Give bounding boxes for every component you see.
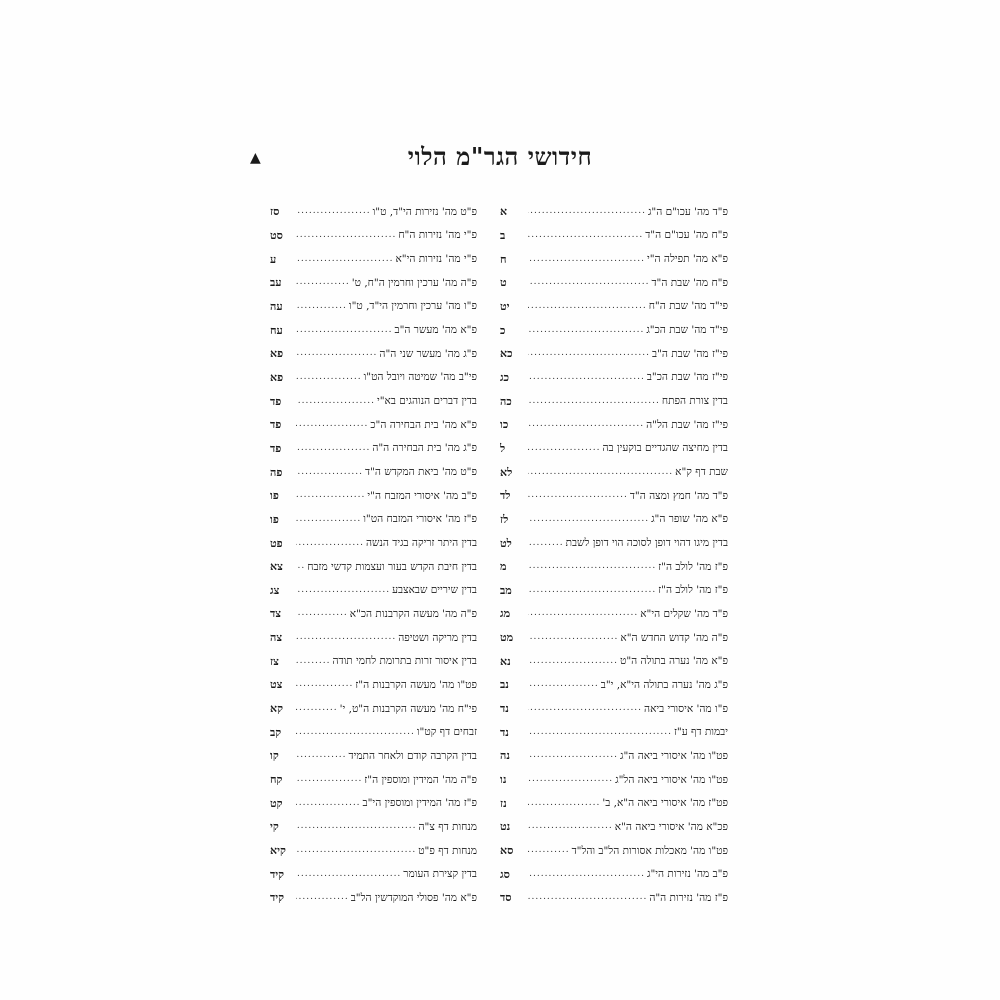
toc-entry [270, 318, 477, 342]
toc-entry-label: בדין היתר זריקה בגיד הנשה [366, 537, 477, 550]
dot-leader [296, 728, 415, 737]
toc-entry [500, 200, 728, 224]
toc-entry-page-number: קיד [270, 867, 285, 881]
toc-entry-label: פ"א מה' נערה בתולה ה"ט [620, 655, 728, 668]
toc-entry-label: בדין מחיצה שהגדיים בוקעין בה [602, 442, 728, 455]
toc-entry-label: פי"ב מה' שמיטה ויובל הט"ו [363, 371, 477, 384]
toc-entry-page-number: לא [500, 465, 513, 479]
toc-entry-label: פ"ג מה' מעשר שני ה"ה [379, 347, 477, 360]
toc-entry-page-number: עב [270, 276, 282, 290]
toc-entry-page-number: מג [500, 607, 511, 621]
toc-entry-page-number: פה [270, 465, 283, 479]
toc-entry-label: פ"ז מה' נזירות ה"ה [649, 891, 728, 904]
toc-entry-label: פט"ז מה' איסורי ביאה ה"א, ב' [602, 797, 728, 810]
toc-entry-label: פי"ד מה' שבת הכ"ג [646, 324, 728, 337]
toc-entry [270, 366, 477, 390]
dot-leader [296, 302, 347, 311]
dot-leader [528, 373, 645, 382]
toc-entry-label: מנחות דף פ"ט [418, 844, 477, 857]
toc-entry-page-number: ט [500, 276, 507, 290]
toc-entry-page-number: קב [270, 725, 282, 739]
dot-leader [296, 893, 349, 902]
toc-entry-label: בדין שיריים שבאצבע [392, 584, 477, 597]
toc-entry-page-number: סד [500, 891, 512, 905]
toc-entry-page-number: ח [500, 252, 507, 266]
toc-entry-label: שבת דף ק"א [675, 466, 728, 479]
dot-leader [296, 562, 305, 571]
dot-leader [528, 207, 646, 216]
toc-entry [500, 697, 728, 721]
toc-entry-page-number: צד [270, 607, 282, 621]
toc-entry-page-number: נד [500, 702, 509, 716]
toc-entry-label: בדין דברים הנוהגים בא"י [376, 395, 477, 408]
dot-leader [528, 846, 570, 855]
toc-entry-page-number: מט [500, 631, 514, 645]
dot-leader [296, 539, 364, 548]
toc-entry-page-number: סט [270, 228, 283, 242]
toc-entry-label: זבחים דף קט"ו [416, 726, 477, 739]
toc-entry-label: פט"ו מה' מאכלות אסורות הל"ב והל"ד [571, 844, 728, 857]
toc-entry [500, 366, 728, 390]
toc-entry [500, 791, 728, 815]
toc-entry-label: פ"א מה' פסולי המוקדשין הל"ב [350, 891, 477, 904]
toc-entry-page-number: קא [270, 702, 283, 716]
toc-entry-label: פ"ו מה' איסורי ביאה [644, 702, 728, 715]
toc-entry-page-number: כה [500, 394, 512, 408]
dot-leader [528, 255, 645, 264]
toc-entry-page-number: פו [270, 489, 279, 503]
toc-entry-page-number: פו [270, 512, 279, 526]
dot-leader [296, 586, 390, 595]
toc-entry-page-number: א [500, 205, 508, 219]
dot-leader [296, 680, 353, 689]
dot-leader [296, 822, 417, 831]
toc-entry-label: בדין מריקה ושטיפה [398, 631, 477, 644]
toc-entry-label: פ"ג מה' נערה בתולה הי"א, י"ב [600, 678, 728, 691]
dot-leader [296, 799, 361, 808]
toc-entry [500, 342, 728, 366]
toc-entry-page-number: פד [270, 394, 282, 408]
toc-entry-label: בדין איסור זרות בתרומת לחמי תודה [332, 655, 477, 668]
dot-leader [528, 751, 618, 760]
toc-entry [500, 247, 728, 271]
toc-entry [500, 579, 728, 603]
toc-entry-page-number: פד [270, 441, 282, 455]
toc-entry-label: פי"ז מה' שבת הל"ה [646, 418, 728, 431]
toc-entry [270, 744, 477, 768]
toc-entry-label: פ"ז מה' איסורי המזבח הט"ו [363, 513, 477, 526]
toc-entry-label: פי"ז מה' שבת ה"ב [651, 347, 728, 360]
toc-entry [500, 531, 728, 555]
dot-leader [528, 468, 673, 477]
toc-entry [500, 815, 728, 839]
toc-entry-page-number: לז [500, 512, 509, 526]
dot-leader [528, 870, 645, 879]
toc-entry-label: פט"ו מה' מעשה הקרבנות ה"ז [355, 678, 477, 691]
dot-leader [528, 893, 647, 902]
toc-entry-page-number: נז [500, 796, 507, 810]
dot-leader [296, 420, 368, 429]
dot-leader [528, 633, 618, 642]
toc-entry [500, 626, 728, 650]
toc-entry-label: פ"ג מה' בית הבחירה ה"ה [372, 442, 477, 455]
dot-leader [528, 822, 613, 831]
dot-leader [528, 775, 613, 784]
toc-entry [500, 413, 728, 437]
dot-leader [528, 326, 644, 335]
toc-entry-page-number: ל [500, 441, 506, 455]
toc-entry-page-number: סא [500, 844, 514, 858]
page-title: חידושי הגר"מ הלוי [407, 142, 593, 171]
toc-entry [270, 839, 477, 863]
dot-leader [296, 231, 396, 240]
toc-entry-page-number: ע [270, 252, 277, 266]
toc-entry-label: פ"ז מה' לולב ה"ז [658, 584, 728, 597]
toc-entry-page-number: מ [500, 560, 507, 574]
toc-entry [270, 720, 477, 744]
dot-leader [296, 633, 396, 642]
toc-entry [270, 649, 477, 673]
toc-column-right [500, 200, 728, 910]
toc-entry [270, 531, 477, 555]
dot-leader [528, 728, 672, 737]
toc-entry-label: פט"ו מה' איסורי ביאה ה"ג [620, 749, 728, 762]
dot-leader [296, 278, 350, 287]
toc-entry [500, 437, 728, 461]
toc-entry-page-number: סג [500, 867, 510, 881]
toc-entry-label: בדין צורת הפתח [661, 395, 728, 408]
dot-leader [296, 444, 370, 453]
toc-entry-label: פ"ו מה' ערכין וחרמין הי"ד, ט"ו [348, 300, 477, 313]
dot-leader [528, 349, 650, 358]
dot-leader [296, 207, 371, 216]
dot-leader [528, 562, 656, 571]
toc-entry-label: פ"ז מה' המידין ומוספין הי"ב [362, 797, 477, 810]
toc-entry-page-number: קיא [270, 844, 286, 858]
toc-entry-page-number: צה [270, 631, 283, 645]
dot-leader [296, 349, 377, 358]
toc-entry-page-number: נד [500, 725, 509, 739]
toc-entry-label: פ"א מה' תפילה ה"י [646, 253, 728, 266]
toc-entry-page-number: נה [500, 749, 510, 763]
toc-entry-page-number: פד [270, 418, 282, 432]
toc-entry [500, 720, 728, 744]
toc-entry-label: פ"ה מה' מעשה הקרבנות הכ"א [349, 607, 477, 620]
toc-entry [270, 886, 477, 910]
toc-entry-page-number: צג [270, 583, 280, 597]
toc-entry-label: פי"ד מה' שבת ה"ח [648, 300, 728, 313]
dot-leader [296, 704, 338, 713]
toc-entry-label: פ"ט מה' נזירות הי"ד, ט"ו [372, 205, 477, 218]
toc-entry-label: פ"א מה' בית הבחירה ה"כ [370, 418, 477, 431]
toc-entry-page-number: לד [500, 489, 511, 503]
toc-column-left [270, 200, 477, 910]
dot-leader [296, 870, 401, 879]
toc-entry-page-number: נא [500, 654, 511, 668]
toc-entry-page-number: כו [500, 418, 509, 432]
toc-entry-label: פ"ה מה' המידין ומוספין ה"ז [364, 773, 477, 786]
toc-entry [500, 768, 728, 792]
triangle-mark-icon: ▲ [250, 150, 261, 166]
dot-leader [296, 373, 362, 382]
toc-entry-label: פ"ד מה' עכו"ם ה"ג [647, 205, 728, 218]
toc-entry-page-number: קח [270, 773, 283, 787]
dot-leader [528, 515, 649, 524]
dot-leader [528, 680, 599, 689]
dot-leader [296, 775, 362, 784]
toc-entry [500, 508, 728, 532]
dot-leader [528, 302, 647, 311]
toc-entry [500, 295, 728, 319]
dot-leader [528, 704, 642, 713]
toc-entry-label: פ"ה מה' ערכין וחרמין ה"ח, ט' [351, 276, 477, 289]
toc-entry [270, 602, 477, 626]
toc-entry [500, 389, 728, 413]
toc-entry [270, 389, 477, 413]
toc-entry-page-number: פא [270, 370, 284, 384]
toc-entry-label: בדין מיגו דהוי דופן לסוכה הוי דופן לשבת [565, 537, 728, 550]
toc-entry-label: פט"ו מה' איסורי ביאה הל"ג [615, 773, 728, 786]
toc-entry [270, 413, 477, 437]
dot-leader [528, 491, 628, 500]
dot-leader [528, 231, 643, 240]
toc-entry [500, 318, 728, 342]
dot-leader [528, 799, 600, 808]
toc-entry-label: פכ"א מה' איסורי ביאה ה"א [614, 820, 728, 833]
toc-entry [270, 626, 477, 650]
toc-entry [270, 508, 477, 532]
dot-leader [528, 586, 656, 595]
toc-entry [270, 200, 477, 224]
dot-leader [296, 751, 347, 760]
toc-entry-page-number: עח [270, 323, 283, 337]
toc-entry-label: מנחות דף צ"ה [418, 820, 477, 833]
toc-entry-page-number: לט [500, 536, 512, 550]
toc-entry [500, 649, 728, 673]
toc-entry-label: פ"ט מה' ביאת המקדש ה"ד [365, 466, 477, 479]
dot-leader [296, 491, 365, 500]
dot-leader [296, 397, 375, 406]
dot-leader [296, 468, 363, 477]
toc-entry-page-number: יט [500, 299, 510, 313]
toc-entry [270, 437, 477, 461]
toc-entry-page-number: פט [270, 536, 283, 550]
toc-entry [270, 862, 477, 886]
dot-leader [296, 846, 416, 855]
toc-entry-page-number: עה [270, 299, 283, 313]
toc-entry-page-number: ב [500, 228, 506, 242]
toc-entry-page-number: נו [500, 773, 507, 787]
toc-entry-label: פ"ז מה' לולב ה"ז [658, 560, 728, 573]
toc-entry [270, 579, 477, 603]
toc-entry-label: פ"א מה' שופר ה"ג [651, 513, 728, 526]
toc-entry-label: פ"ח מה' שבת ה"ד [651, 276, 728, 289]
toc-entry [270, 768, 477, 792]
toc-entry-page-number: קיד [270, 891, 285, 905]
toc-entry-label: בדין חיבת הקדש בעור ועצמות קדשי מזבח [307, 560, 477, 573]
toc-entry-label: פ"ה מה' קדוש החדש ה"א [620, 631, 728, 644]
toc-entry-page-number: פא [270, 347, 284, 361]
toc-entry-label: בדין הקרבה קודם ולאחר התמיד [348, 749, 477, 762]
toc-entry-label: פ"ח מה' עכו"ם ה"ד [645, 229, 728, 242]
toc-entry-label: פ"ב מה' איסורי המזבח ה"י [367, 489, 477, 502]
dot-leader [528, 657, 618, 666]
dot-leader [528, 609, 638, 618]
dot-leader [296, 515, 361, 524]
toc-entry-page-number: כג [500, 370, 510, 384]
toc-entry-page-number: נב [500, 678, 509, 692]
toc-entry-label: פי"ח מה' מעשה הקרבנות ה"ט, י' [339, 702, 477, 715]
toc-entry [270, 673, 477, 697]
toc-entry-page-number: קי [270, 820, 279, 834]
toc-entry-label: פ"ד מה' חמץ ומצה ה"ד [629, 489, 728, 502]
toc-entry [270, 484, 477, 508]
toc-entry [500, 839, 728, 863]
toc-entry-label: יבמות דף ע"ז [674, 726, 728, 739]
dot-leader [528, 444, 600, 453]
toc-entry-page-number: מב [500, 583, 512, 597]
toc-entry-label: פ"א מה' מעשר ה"ב [394, 324, 477, 337]
toc-entry [500, 744, 728, 768]
toc-entry [500, 555, 728, 579]
toc-entry [270, 555, 477, 579]
toc-entry [270, 295, 477, 319]
toc-entry [500, 602, 728, 626]
toc-entry-label: פ"ד מה' שקלים הי"א [640, 607, 728, 620]
toc-entry-label: בדין קצירת העומר [403, 868, 477, 881]
toc-entry [270, 815, 477, 839]
toc-entry [500, 673, 728, 697]
toc-entry-page-number: צט [270, 678, 283, 692]
dot-leader [296, 657, 331, 666]
dot-leader [296, 609, 348, 618]
toc-entry [500, 886, 728, 910]
toc-entry-page-number: כ [500, 323, 506, 337]
toc-entry [270, 271, 477, 295]
toc-entry [270, 791, 477, 815]
toc-entry-page-number: נט [500, 820, 511, 834]
toc-entry [270, 697, 477, 721]
toc-entry-page-number: סז [270, 205, 280, 219]
dot-leader [296, 326, 393, 335]
toc-entry-label: פ"י מה' נזירות ה"ח [398, 229, 477, 242]
toc-entry-page-number: צא [270, 560, 283, 574]
toc-entry [500, 224, 728, 248]
toc-entry-page-number: כא [500, 347, 513, 361]
toc-entry-page-number: קט [270, 796, 283, 810]
toc-entry-label: פי"ז מה' שבת הכ"ב [646, 371, 728, 384]
toc-entry [500, 271, 728, 295]
toc-entry [270, 342, 477, 366]
toc-entry [500, 460, 728, 484]
dot-leader [528, 420, 644, 429]
dot-leader [528, 278, 649, 287]
toc-entry [500, 862, 728, 886]
dot-leader [528, 397, 660, 406]
toc-entry-page-number: קו [270, 749, 279, 763]
dot-leader [296, 255, 393, 264]
toc-entry [270, 224, 477, 248]
toc-entry-label: פ"י מה' נזירות הי"א [395, 253, 477, 266]
toc-entry [500, 484, 728, 508]
toc-entry-page-number: צז [270, 654, 279, 668]
toc-entry-label: פ"ב מה' נזירות הי"ג [647, 868, 728, 881]
dot-leader [528, 539, 564, 548]
toc-entry [270, 247, 477, 271]
toc-entry [270, 460, 477, 484]
